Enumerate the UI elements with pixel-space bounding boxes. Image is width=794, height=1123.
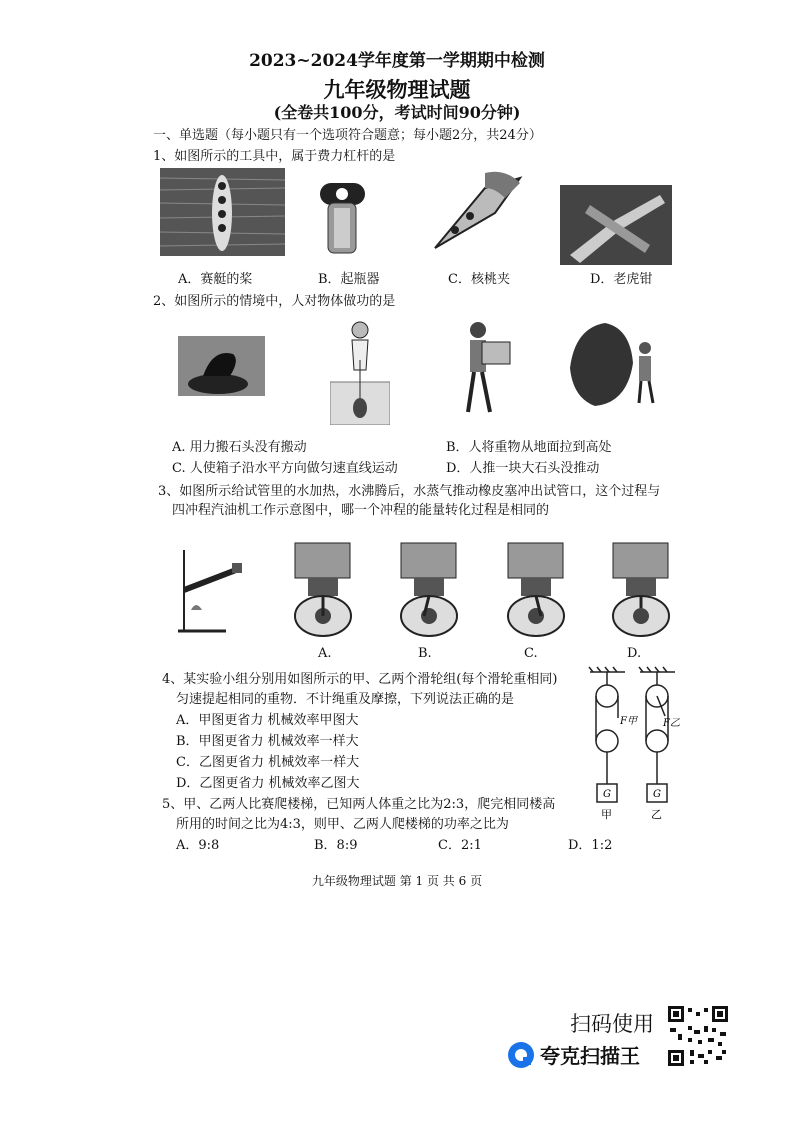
weight-label-yi: G bbox=[653, 789, 661, 800]
exam-info: (全卷共100分，考试时间90分钟) bbox=[273, 103, 521, 122]
force-label-jia: F甲 bbox=[620, 716, 637, 727]
q1-option-a: A．赛艇的桨 bbox=[178, 272, 253, 287]
engine-stroke-c-image bbox=[503, 538, 568, 638]
nutcracker-image bbox=[425, 168, 530, 256]
scan-to-use-label: 扫码使用 bbox=[570, 1012, 654, 1036]
q4-option-d: D．乙图更省力 机械效率乙图大 bbox=[176, 776, 360, 791]
section-heading: 一、单选题（每小题只有一个选项符合题意；每小题2分，共24分） bbox=[153, 128, 542, 143]
pulling-weight-image bbox=[330, 320, 390, 425]
test-tube-heating-image bbox=[176, 545, 251, 635]
engine-stroke-d-image bbox=[608, 538, 673, 638]
q3-option-a: A. bbox=[318, 646, 332, 661]
bottle-opener-image bbox=[310, 178, 380, 256]
rowing-boat-image bbox=[160, 168, 285, 256]
pulley-systems-figure bbox=[585, 666, 680, 826]
q1-option-c: C．核桃夹 bbox=[448, 272, 510, 287]
q5-option-d: D．1:2 bbox=[568, 838, 613, 853]
exam-subject-title: 九年级物理试题 bbox=[323, 77, 471, 102]
question-4-stem-line1: 4、某实验小组分别用如图所示的甲、乙两个滑轮组(每个滑轮重相同) bbox=[162, 672, 558, 687]
q5-option-a: A．9:8 bbox=[176, 838, 220, 853]
question-3-stem-line1: 3、如图所示给试管里的水加热，水沸腾后，水蒸气推动橡皮塞冲出试管口，这个过程与 bbox=[158, 484, 661, 499]
engine-stroke-b-image bbox=[396, 538, 461, 638]
qr-code-icon[interactable] bbox=[668, 1006, 728, 1066]
question-4-stem-line2: 匀速提起相同的重物．不计绳重及摩擦，下列说法正确的是 bbox=[176, 692, 515, 707]
q3-option-b: B. bbox=[418, 646, 432, 661]
q5-option-b: B．8:9 bbox=[314, 838, 358, 853]
exam-year-title: 2023~2024学年度第一学期期中检测 bbox=[249, 51, 545, 71]
page-footer: 九年级物理试题 第 1 页 共 6 页 bbox=[311, 874, 483, 888]
question-2-stem: 2、如图所示的情境中，人对物体做功的是 bbox=[153, 294, 396, 309]
question-1-stem: 1、如图所示的工具中，属于费力杠杆的是 bbox=[153, 149, 396, 164]
carrying-box-image bbox=[460, 320, 515, 420]
question-5-stem-line1: 5、甲、乙两人比赛爬楼梯，已知两人体重之比为2:3，爬完相同楼高 bbox=[162, 797, 556, 812]
q2-option-c: C. 人使箱子沿水平方向做匀速直线运动 bbox=[172, 461, 398, 476]
q3-option-c: C. bbox=[524, 646, 538, 661]
engine-stroke-a-image bbox=[290, 538, 355, 638]
force-label-yi: F乙 bbox=[663, 718, 680, 729]
q2-option-a: A. 用力搬石头没有搬动 bbox=[172, 440, 307, 455]
pulley-label-jia: 甲 bbox=[601, 808, 612, 821]
pushing-rock-image bbox=[565, 318, 660, 410]
q2-option-d: D．人推一块大石头没推动 bbox=[446, 461, 600, 476]
q2-option-b: B．人将重物从地面拉到高处 bbox=[446, 440, 612, 455]
question-3-stem-line2: 四冲程汽油机工作示意图中，哪一个冲程的能量转化过程是相同的 bbox=[172, 503, 550, 518]
q5-option-c: C．2:1 bbox=[438, 838, 482, 853]
pliers-image bbox=[560, 185, 672, 265]
weight-label-jia: G bbox=[603, 789, 611, 800]
q4-option-b: B．甲图更省力 机械效率一样大 bbox=[176, 734, 359, 749]
lifting-stone-image bbox=[178, 336, 265, 396]
quark-logo-icon bbox=[506, 1040, 536, 1070]
q4-option-c: C．乙图更省力 机械效率一样大 bbox=[176, 755, 360, 770]
question-5-stem-line2: 所用的时间之比为4:3，则甲、乙两人爬楼梯的功率之比为 bbox=[176, 817, 509, 832]
q1-option-b: B．起瓶器 bbox=[318, 272, 380, 287]
q3-option-d: D. bbox=[627, 646, 642, 661]
scanner-app-name: 夸克扫描王 bbox=[540, 1044, 640, 1068]
q4-option-a: A．甲图更省力 机械效率甲图大 bbox=[176, 713, 359, 728]
q1-option-d: D．老虎钳 bbox=[590, 272, 653, 287]
pulley-label-yi: 乙 bbox=[651, 808, 662, 821]
